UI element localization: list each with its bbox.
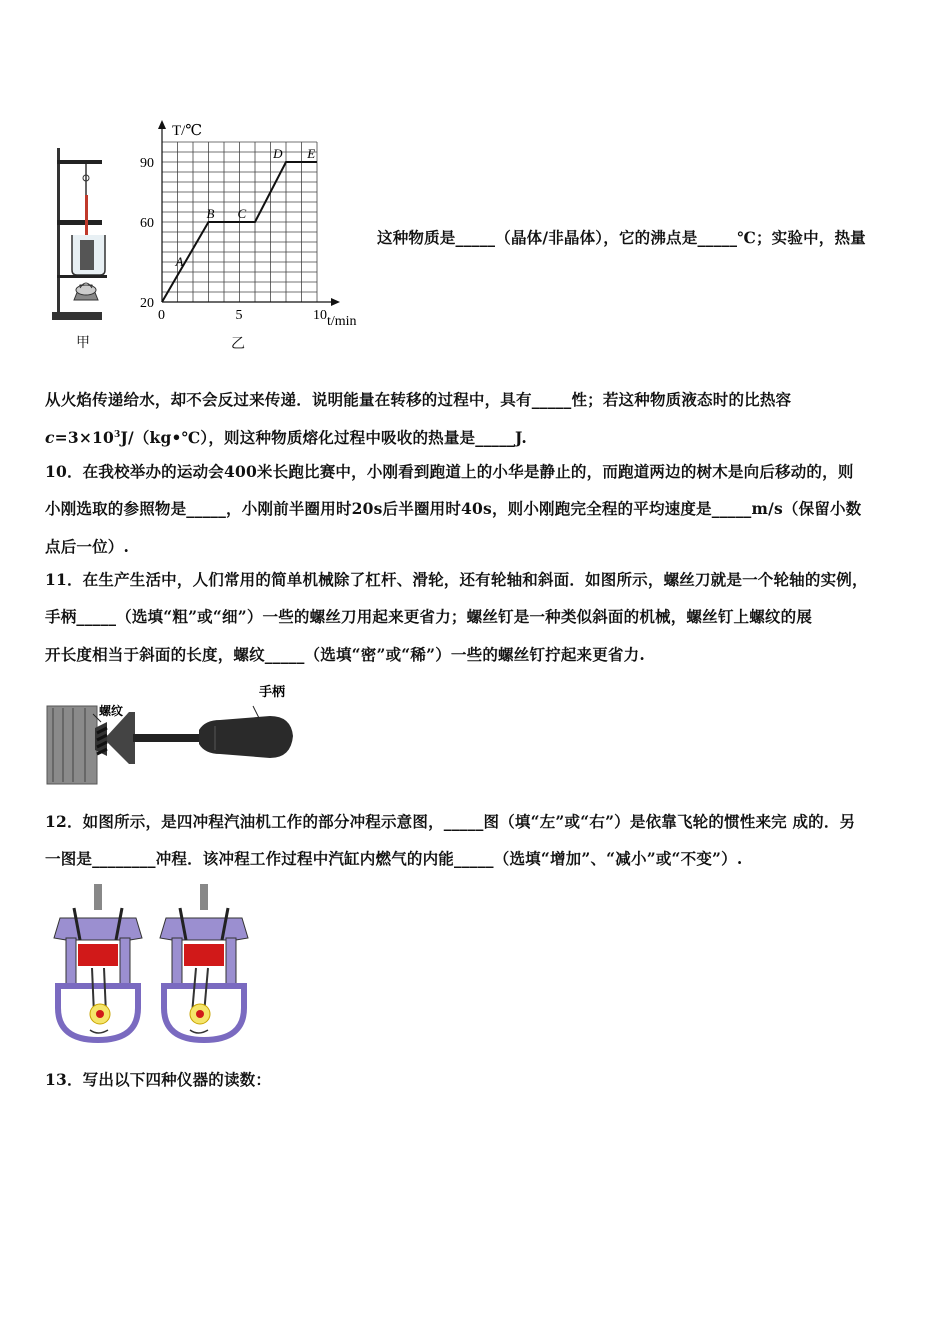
y-tick-label: 90 [140,156,154,171]
point-label-b: B [206,206,215,221]
q10-line3: 点后一位）. [45,537,130,556]
x-axis-arrow [331,298,340,306]
left-engine [54,884,142,1040]
q11-line1: 11．在生产生活中，人们常用的简单机械除了杠杆、滑轮，还有轮轴和斜面．如图所示，螺丝刀就是一个轮轴的实例， [45,570,868,589]
q12-line1: 12．如图所示，是四冲程汽油机工作的部分冲程示意图，_____图（填“左”或“右”）是依靠飞轮的惯性来完 成的．另 [45,812,856,831]
specific-heat-symbol: c [45,428,55,447]
specific-heat-unit-text: J/（kg•℃），则这种物质熔化过程中吸收的热量是_____J. [120,428,527,447]
q9-line3 [45,426,527,448]
x-tick-label: 10 [313,308,327,323]
q13-line1: 13．写出以下四种仪器的读数： [45,1070,272,1089]
heating-apparatus-figure [40,140,120,330]
thread-label: 螺纹 [99,704,124,718]
x-tick-label: 5 [235,308,243,323]
y-tick-label: 60 [140,216,154,231]
handle-label: 手柄 [259,684,286,699]
specific-heat-exponent: 3 [113,429,121,440]
apparatus-label: 甲 [76,335,90,351]
screwdriver-figure [45,678,305,788]
engine-strokes-figure [50,878,260,1048]
x-tick-label: 0 [158,308,165,323]
point-label-a: A [175,254,184,269]
y-axis-arrow [158,120,166,129]
graph-label: 乙 [231,336,245,352]
point-label-c: C [237,206,247,221]
q12-line2: 一图是________冲程．该冲程工作过程中汽缸内燃气的内能_____（选填“增加”、“减小”或“不变”）. [45,849,743,868]
x-axis-title: t/min [327,314,357,329]
right-engine [160,884,248,1040]
q9-line2: 从火焰传递给水，却不会反过来传递．说明能量在转移的过程中，具有_____性；若这种物质液态时的比热容 [45,390,792,409]
q9-line1: 这种物质是_____（晶体/非晶体），它的沸点是_____℃；实验中，热量 [377,228,866,247]
point-label-d: D [273,146,283,161]
q10-line1: 10．在我校举办的运动会400米长跑比赛中，小刚看到跑道上的小华是静止的，而跑道两边的树木是向后移动的，则 [45,462,854,481]
q10-line2: 小刚选取的参照物是_____，小刚前半圈用时20s后半圈用时40s，则小刚跑完全程的平均速度是_____m/s（保留小数 [45,499,862,518]
y-tick-label: 20 [140,296,154,311]
specific-heat-value: =3×10 [54,428,114,447]
point-label-e: E [307,146,316,161]
q11-line3: 开长度相当于斜面的长度，螺纹_____（选填“密”或“稀”）一些的螺丝钉拧起来更省力. [45,645,645,664]
temperature-time-chart [130,115,380,335]
y-axis-title: T/℃ [172,123,203,139]
q11-line2: 手柄_____（选填“粗”或“细”）一些的螺丝刀用起来更省力；螺丝钉是一种类似斜面的机械，螺丝钉上螺纹的展 [45,607,813,626]
